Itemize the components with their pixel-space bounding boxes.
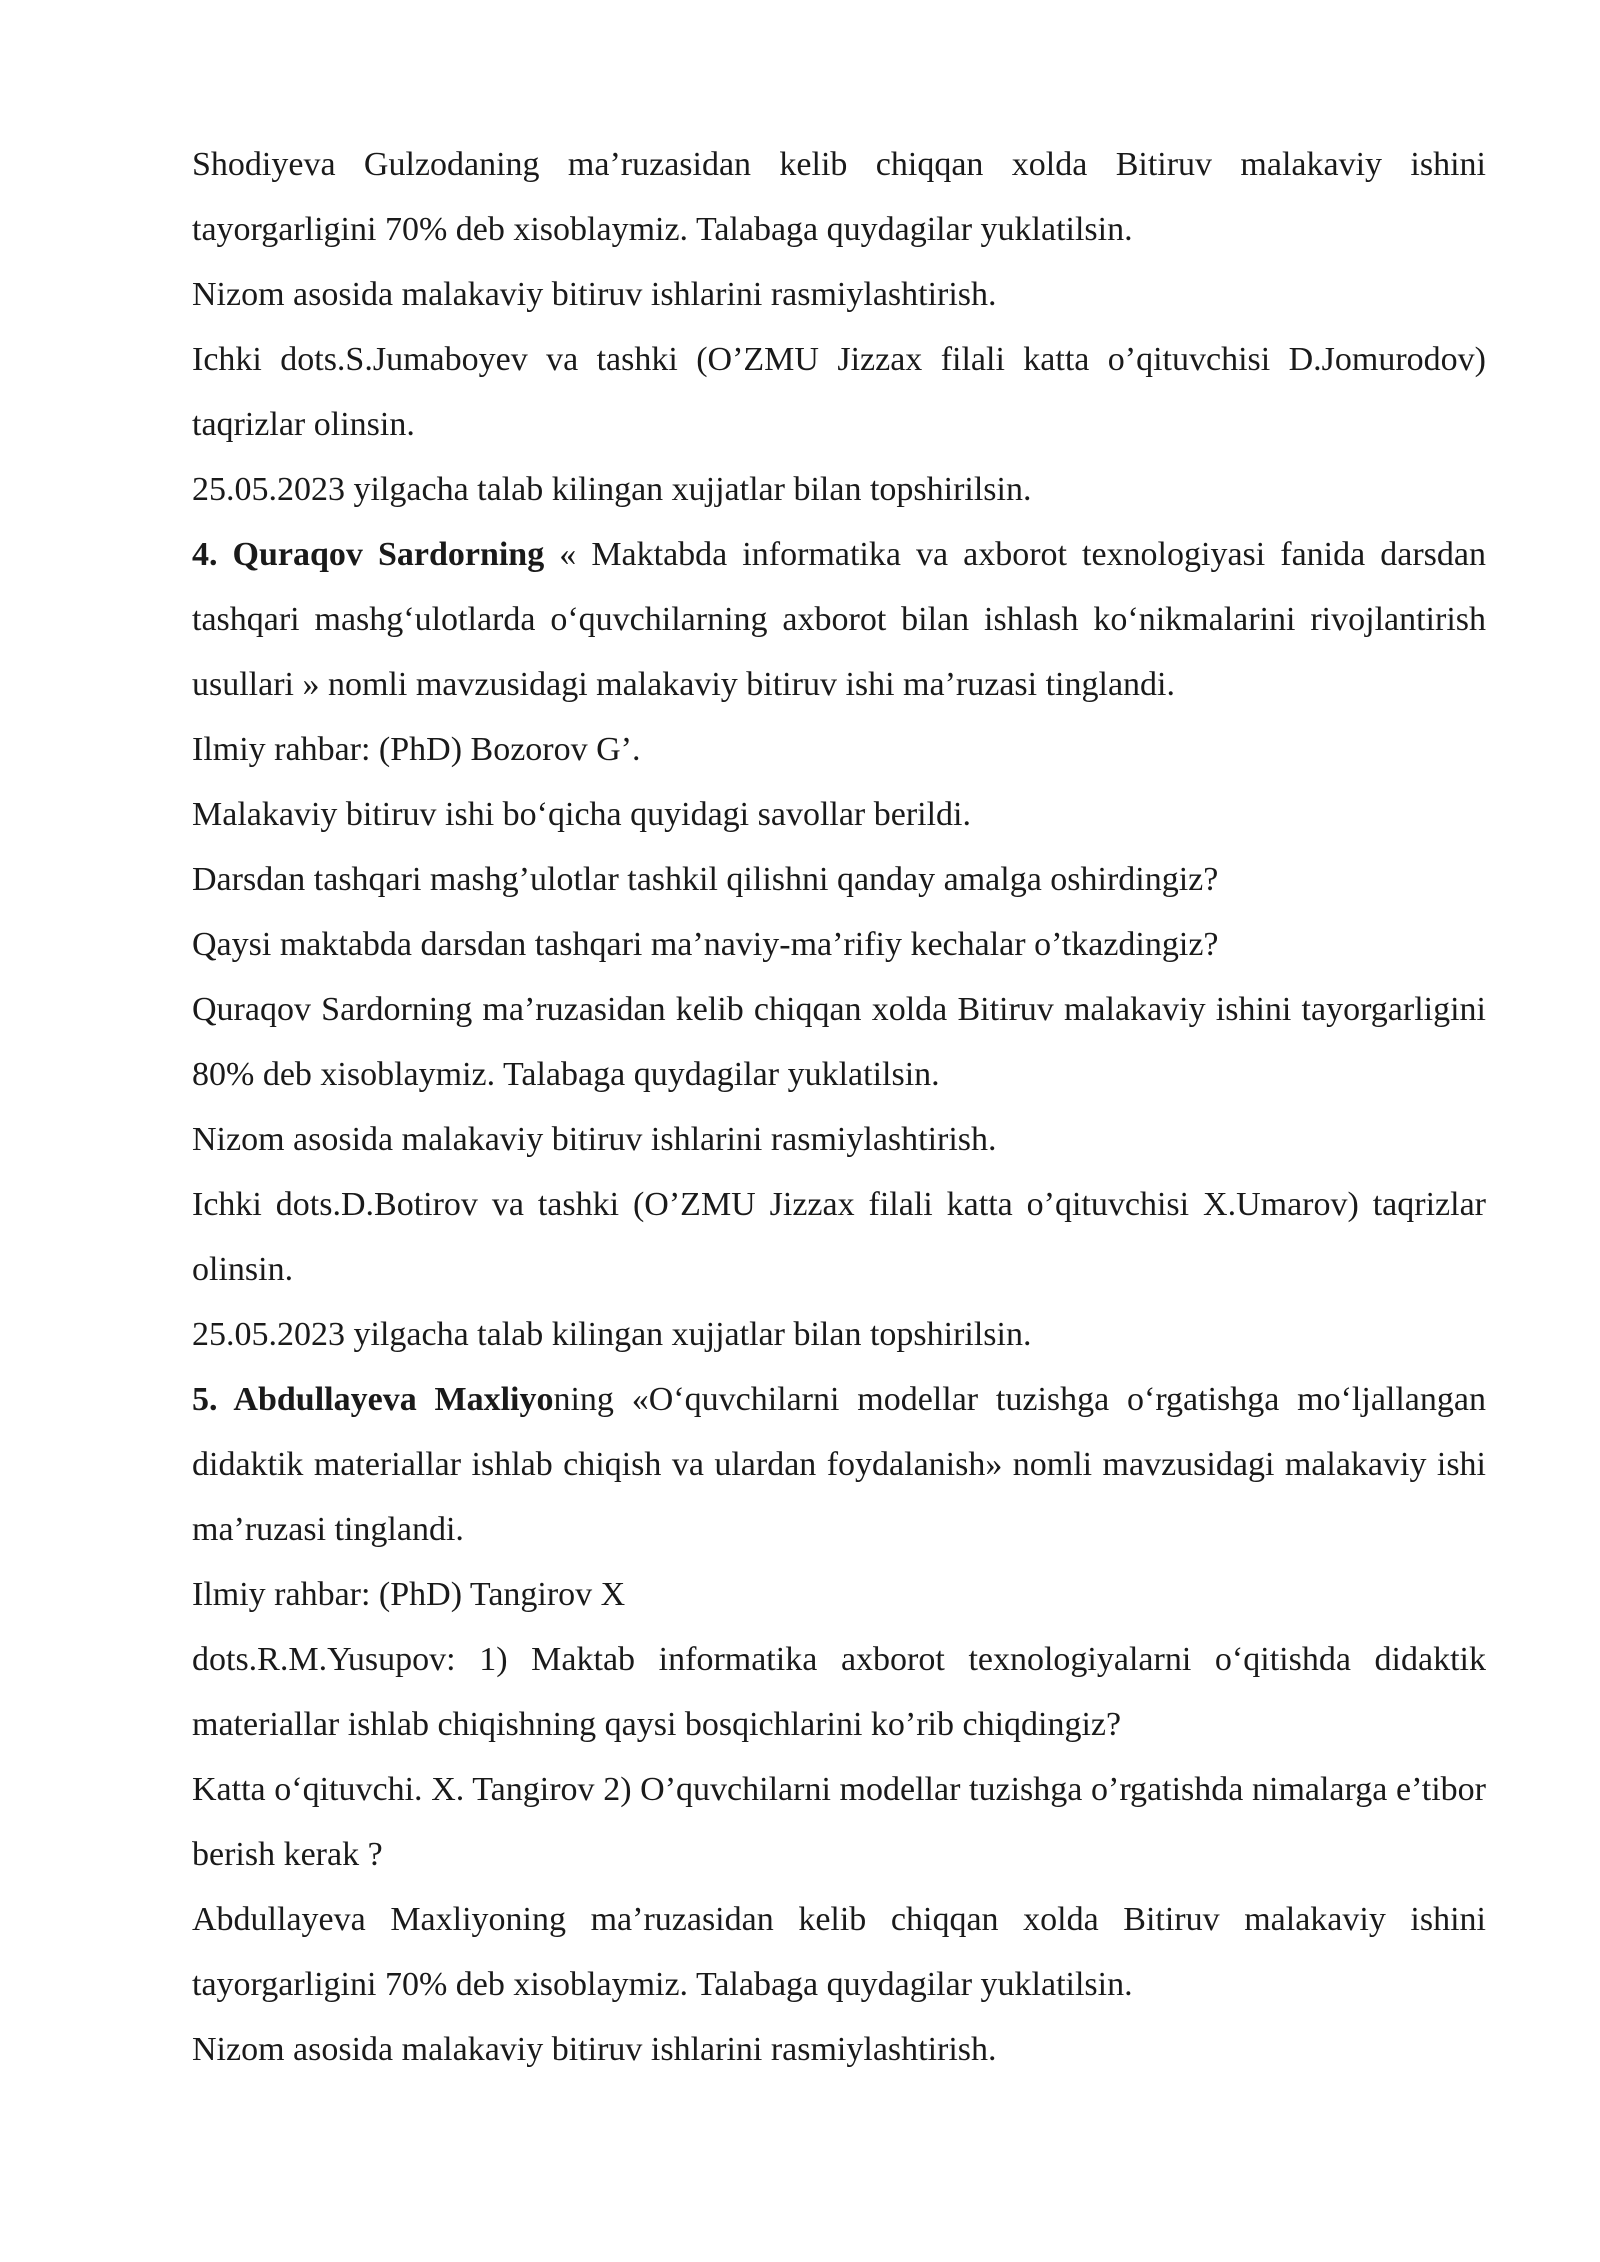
paragraph-question-tangirov: Katta o‘qituvchi. X. Tangirov 2) O’quvchilarni modellar tuzishga o’rgatishda nimalarga e’tibor berish kerak ? xyxy=(192,1771,1486,1873)
paragraph-question-2: Qaysi maktabda darsdan tashqari ma’naviy-ma’rifiy kechalar o’tkazdingiz? xyxy=(192,926,1219,963)
paragraph-item-4-report xyxy=(192,522,1486,717)
paragraph-supervisor-quraqov: Ilmiy rahbar: (PhD) Bozorov G’. xyxy=(192,731,641,768)
paragraph-supervisor-abdullayeva: Ilmiy rahbar: (PhD) Tangirov X xyxy=(192,1576,626,1613)
paragraph-questions-intro: Malakaviy bitiruv ishi bo‘qicha quyidagi savollar berildi. xyxy=(192,796,971,833)
paragraph-reviewers-shodiyeva: Ichki dots.S.Jumaboyev va tashki (O’ZMU Jizzax filali katta o’qituvchisi D.Jomurodov) taqrizlar olinsin. xyxy=(192,341,1486,443)
paragraph-conclusion-quraqov: Quraqov Sardorning ma’ruzasidan kelib chiqqan xolda Bitiruv malakaviy ishini tayorgarligini 80% deb xisoblaymiz. Talabaga quydagilar yuklatilsin. xyxy=(192,991,1486,1093)
paragraph-question-yusupov: dots.R.M.Yusupov: 1) Maktab informatika axborot texnologiyalarni o‘qitishda didaktik materiallar ishlab chiqishning qaysi bosqichlarini ko’rib chiqdingiz? xyxy=(192,1641,1486,1743)
paragraph-reviewers-quraqov: Ichki dots.D.Botirov va tashki (O’ZMU Jizzax filali katta o’qituvchisi X.Umarov) taqrizlar olinsin. xyxy=(192,1186,1486,1288)
paragraph-deadline: 25.05.2023 yilgacha talab kilingan xujjatlar bilan topshirilsin. xyxy=(192,471,1032,508)
document-body xyxy=(192,132,1486,2082)
paragraph-deadline-2: 25.05.2023 yilgacha talab kilingan xujjatlar bilan topshirilsin. xyxy=(192,1316,1032,1353)
paragraph-formalize-rules: Nizom asosida malakaviy bitiruv ishlarini rasmiylashtirish. xyxy=(192,276,997,313)
item-4-heading: 4. Quraqov Sardorning xyxy=(192,536,545,573)
paragraph-conclusion-abdullayeva: Abdullayeva Maxliyoning ma’ruzasidan kelib chiqqan xolda Bitiruv malakaviy ishini tayorgarligini 70% deb xisoblaymiz. Talabaga quydagilar yuklatilsin. xyxy=(192,1901,1486,2003)
paragraph-item-5-report xyxy=(192,1367,1486,1562)
paragraph-conclusion-shodiyeva: Shodiyeva Gulzodaning ma’ruzasidan kelib chiqqan xolda Bitiruv malakaviy ishini tayorgarligini 70% deb xisoblaymiz. Talabaga quydagilar yuklatilsin. xyxy=(192,146,1486,248)
paragraph-formalize-rules-3: Nizom asosida malakaviy bitiruv ishlarini rasmiylashtirish. xyxy=(192,2031,997,2068)
item-5-topic: ning «O‘quvchilarni modellar tuzishga o‘rgatishga mo‘ljallangan didaktik materiallar ishlab chiqish va ulardan foydalanish» nomli mavzusidagi malakaviy ishi ma’ruzasi tinglandi. xyxy=(192,1381,1486,1548)
paragraph-question-1: Darsdan tashqari mashg’ulotlar tashkil qilishni qanday amalga oshirdingiz? xyxy=(192,861,1219,898)
item-4-topic: « Maktabda informatika va axborot texnologiyasi fanida darsdan tashqari mashg‘ulotlarda o‘quvchilarning axborot bilan ishlash ko‘nikmalarini rivojlantirish usullari » nomli mavzusidagi malakaviy bitiruv ishi ma’ruzasi tinglandi. xyxy=(192,536,1486,703)
paragraph-formalize-rules-2: Nizom asosida malakaviy bitiruv ishlarini rasmiylashtirish. xyxy=(192,1121,997,1158)
item-5-heading: 5. Abdullayeva Maxliyo xyxy=(192,1381,554,1418)
